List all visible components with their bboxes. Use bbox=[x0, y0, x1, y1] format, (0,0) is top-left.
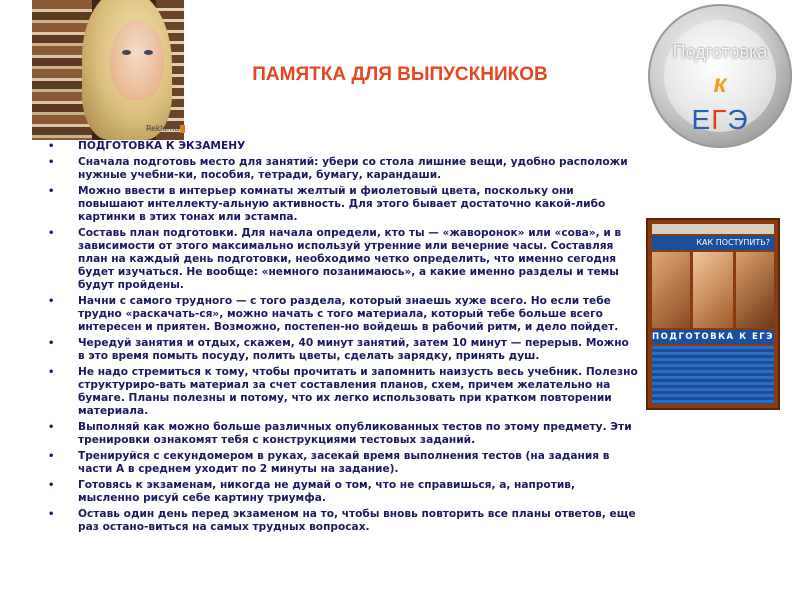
book-bottom-panel bbox=[652, 346, 774, 404]
bullet-marker: • bbox=[48, 338, 55, 349]
bullet-marker: • bbox=[48, 422, 55, 433]
plate-line-1: Подготовка bbox=[672, 42, 768, 62]
plate-letter-eh: Э bbox=[727, 104, 749, 135]
plate-letter-e: Е bbox=[691, 104, 712, 135]
bullet-text: Выполняй как можно больше различных опубликованных тестов по этому предмету. Эти тренировки ознакомят тебя с конструкциями тестовых заданий. bbox=[78, 421, 632, 446]
bullet-text: Готовясь к экзаменам, никогда не думай о том, что не справишься, а, напротив, мысленно рисуй себе картину триумфа. bbox=[78, 479, 575, 504]
bullet-marker: • bbox=[48, 157, 55, 168]
eye-right bbox=[144, 50, 153, 55]
reklama-label: Reklama bbox=[146, 124, 180, 133]
bullet-item bbox=[48, 156, 638, 182]
bullet-item bbox=[48, 450, 638, 476]
bullet-text: Тренируйся с секундомером в руках, засекай время выполнения тестов (на задания в части А в среднем уходит по 2 минуты на задание). bbox=[78, 450, 610, 475]
bullet-item bbox=[48, 366, 638, 418]
plate-line-3 bbox=[648, 104, 792, 136]
book-photo-1 bbox=[652, 252, 690, 328]
book-title: ПОДГОТОВКА К ЕГЭ bbox=[652, 332, 774, 342]
bullet-item bbox=[48, 227, 638, 292]
bullet-text: Начни с самого трудного — с того раздела, который знаешь хуже всего. Но если тебе трудно «раскачать-ся», можно начать с того материала, который тебе больше всего интересен и приятен. Возможно, постепен-но войдешь в рабочий ритм, и дело пойдет. bbox=[78, 295, 619, 333]
bullet-item bbox=[48, 479, 638, 505]
bullet-item bbox=[48, 337, 638, 363]
reklama-link[interactable] bbox=[146, 124, 185, 133]
bullet-marker: • bbox=[48, 141, 55, 152]
eye-left bbox=[122, 50, 131, 55]
bullet-text: ПОДГОТОВКА К ЭКЗАМЕНУ bbox=[78, 140, 246, 152]
bullet-item bbox=[48, 295, 638, 334]
book-top-strip bbox=[652, 224, 774, 234]
book-cover-image bbox=[646, 218, 780, 410]
plate-line-2: к bbox=[713, 68, 727, 98]
bullet-marker: • bbox=[48, 480, 55, 491]
bullet-text: Составь план подготовки. Для начала определи, кто ты — «жаворонок» или «сова», и в зависимости от этого максимально используй утренние или вечерние часы. Составляя план на каждый день подготовки, необходимо четко определить, что именно сегодня будет изучаться. Не вообще: «немного позанимаюсь», а какие именно разделы и темы будут пройдены. bbox=[78, 227, 622, 291]
bullet-text: Оставь один день перед экзаменом на то, чтобы вновь повторить все планы ответов, еще раз остано-виться на самых трудных вопросах. bbox=[78, 508, 636, 533]
book-question: КАК ПОСТУПИТЬ? bbox=[652, 236, 774, 250]
bullet-item bbox=[48, 185, 638, 224]
book-photo-3 bbox=[736, 252, 774, 328]
ege-plate-logo bbox=[648, 4, 792, 148]
bullet-marker: • bbox=[48, 367, 55, 378]
bullet-marker: • bbox=[48, 451, 55, 462]
plate-letter-g: Г bbox=[711, 104, 728, 135]
bullet-item bbox=[48, 140, 638, 153]
face bbox=[110, 20, 164, 100]
page-title: ПАМЯТКА ДЛЯ ВЫПУСКНИКОВ bbox=[252, 64, 548, 85]
book-photos bbox=[652, 252, 774, 328]
reklama-icon bbox=[180, 125, 185, 133]
bullet-marker: • bbox=[48, 186, 55, 197]
bullet-marker: • bbox=[48, 296, 55, 307]
bullet-text: Можно ввести в интерьер комнаты желтый и фиолетовый цвета, поскольку они повышают интеллекту-альную активность. Для этого бывает достаточно какой-либо картинки в этих тонах или эстампа. bbox=[78, 185, 606, 223]
bullet-text: Не надо стремиться к тому, чтобы прочитать и запомнить наизусть весь учебник. Полезно структуриро-вать материал за счет составления планов, схем, причем желательно на бумаге. Планы полезны и потому, что их легко использовать при кратком повторении материала. bbox=[78, 366, 638, 417]
bullet-marker: • bbox=[48, 509, 55, 520]
bullet-text: Чередуй занятия и отдых, скажем, 40 минут занятий, затем 10 минут — перерыв. Можно в это время помыть посуду, полить цветы, сделать зарядку, принять душ. bbox=[78, 337, 629, 362]
bullet-item bbox=[48, 421, 638, 447]
book-photo-2 bbox=[693, 252, 733, 328]
bullet-item bbox=[48, 508, 638, 534]
bullet-marker: • bbox=[48, 228, 55, 239]
bullet-list bbox=[48, 140, 638, 534]
bullet-text: Сначала подготовь место для занятий: убери со стола лишние вещи, удобно расположи нужные учебни-ки, пособия, тетради, бумагу, карандаши. bbox=[78, 156, 628, 181]
bullet-content bbox=[48, 140, 638, 537]
